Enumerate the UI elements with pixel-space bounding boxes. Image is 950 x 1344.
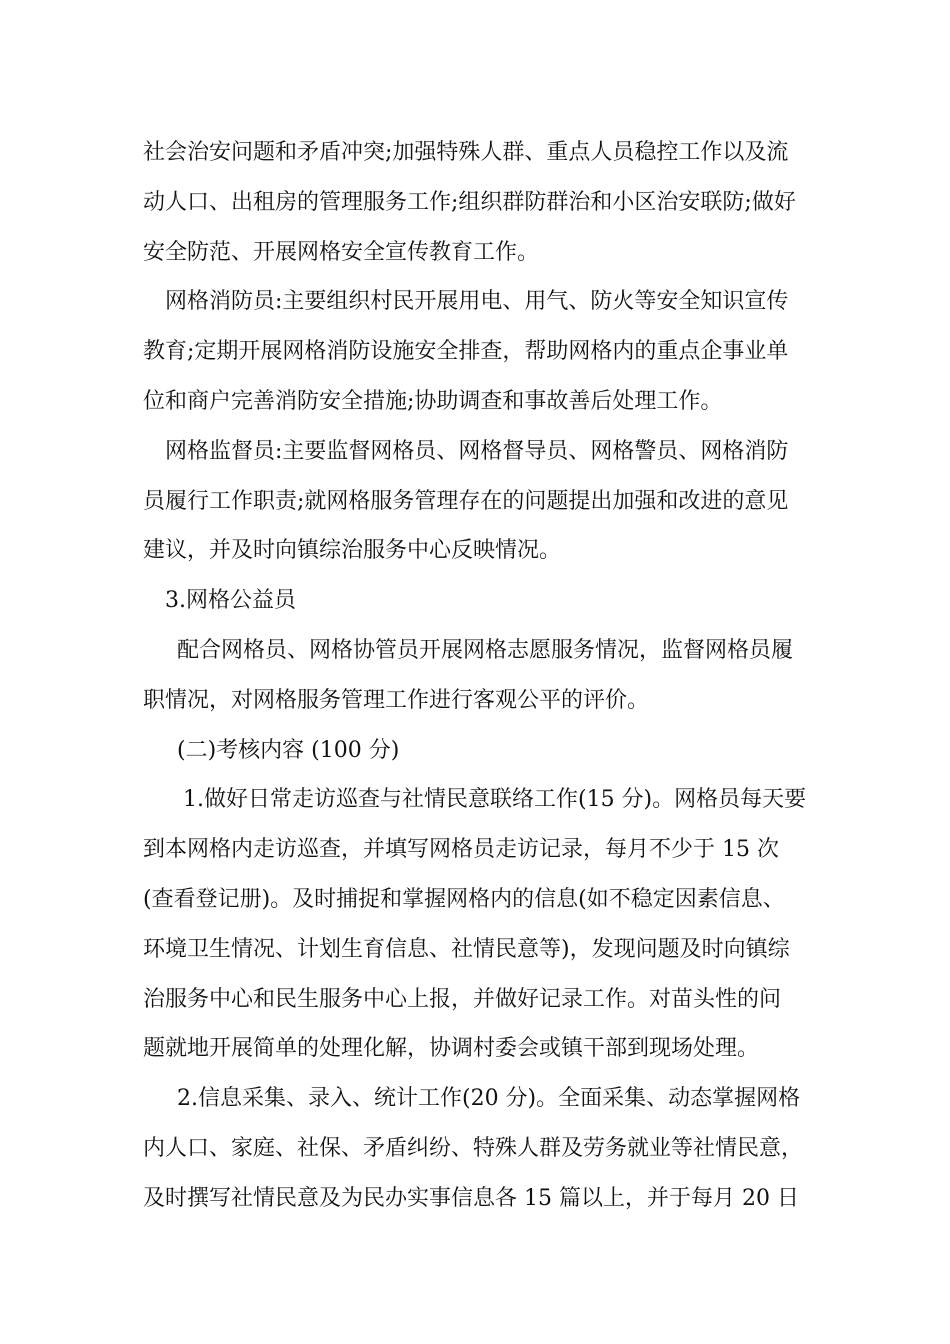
body-line: 环境卫生情况、计划生育信息、社情民意等)，发现问题及时向镇综 [143,936,790,962]
document-body [143,128,833,1224]
body-line: 内人口、家庭、社保、矛盾纠纷、特殊人群及劳务就业等社情民意， [143,1135,804,1161]
body-line: 治服务中心和民生服务中心上报，并做好记录工作。对苗头性的问 [143,986,782,1012]
body-line: (查看登记册)。及时捕捉和掌握网格内的信息(如不稳定因素信息、 [143,886,785,912]
paragraph-supervisor: 网格监督员:主要监督网格员、网格督导员、网格警员、网格消防 [165,438,789,464]
paragraph-item-1: 1.做好日常走访巡查与社情民意联络工作(15 分)。网格员每天要 [183,787,807,813]
section-heading-3: 3.网格公益员 [165,588,296,614]
paragraph-firefighter: 网格消防员:主要组织村民开展用电、用气、防火等安全知识宣传 [165,289,789,315]
body-line: 到本网格内走访巡查，并填写网格员走访记录，每月不少于 15 次 [143,837,779,863]
body-line: 安全防范、开展网格安全宣传教育工作。 [143,239,540,265]
body-line: 员履行工作职责;就网格服务管理存在的问题提出加强和改进的意见 [143,488,789,514]
body-line: 动人口、出租房的管理服务工作;组织群防群治和小区治安联防;做好 [143,189,796,215]
section-heading-assessment: (二)考核内容 (100 分) [177,737,400,763]
paragraph-item-2: 2.信息采集、录入、统计工作(20 分)。全面采集、动态掌握网格 [177,1086,801,1112]
body-line: 题就地开展简单的处理化解，协调村委会或镇干部到现场处理。 [143,1036,760,1062]
paragraph-public-welfare: 配合网格员、网格协管员开展网格志愿服务情况，监督网格员履 [177,637,794,663]
body-line: 社会治安问题和矛盾冲突;加强特殊人群、重点人员稳控工作以及流 [143,140,789,165]
body-line: 职情况，对网格服务管理工作进行客观公平的评价。 [143,687,650,713]
body-line: 位和商户完善消防安全措施;协助调查和事故善后处理工作。 [143,388,723,414]
body-line: 教育;定期开展网格消防设施安全排查，帮助网格内的重点企事业单 [143,339,789,365]
body-line: 及时撰写社情民意及为民办实事信息各 15 篇以上，并于每月 20 日 [143,1185,799,1211]
body-line: 建议，并及时向镇综治服务中心反映情况。 [143,538,562,564]
